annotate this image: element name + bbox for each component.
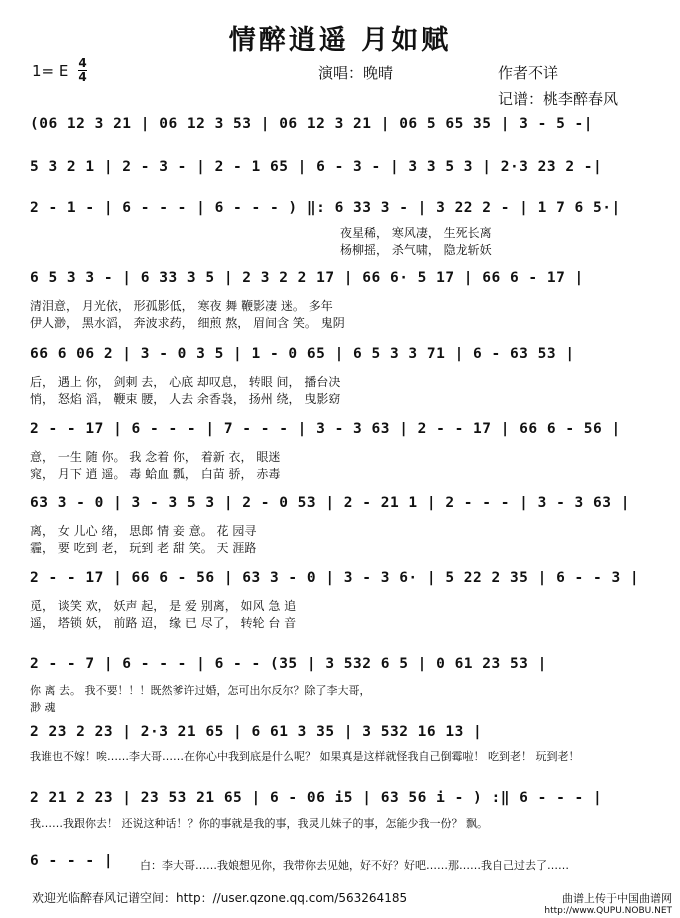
score-line-1: (06 12 3 21 | 06 12 3 53 | 06 12 3 21 | 06 5 65 35 | 3 - 5 -| bbox=[30, 116, 594, 132]
lyrics-10-line-1: 我谁也不嫁！唉……李大哥……在你心中我到底是什么呢？ 如果真是这样就怪我自己倒霉啦！ 吃到老！ 玩到老！ bbox=[30, 750, 580, 763]
score-line-8: 2 - - 17 | 66 6 - 56 | 63 3 - 0 | 3 - 3 6· | 5 22 2 35 | 6 - - 3 | bbox=[30, 570, 640, 586]
lyrics-3-verse-1: 夜星稀， 寒风凄， 生死长离 bbox=[340, 226, 492, 240]
score-line-11: 2 21 2 23 | 23 53 21 65 | 6 - 06 i5 | 63 56 i - ) :‖ 6 - - - | bbox=[30, 790, 603, 806]
meter-bottom: 4 bbox=[78, 70, 87, 84]
lyrics-4-verse-2: 伊人渺， 黑水滔， 奔波求药， 细煎 熬， 眉间含 笑。 鬼阴 bbox=[30, 316, 345, 330]
score-line-4: 6 5 3 3 - | 6 33 3 5 | 2 3 2 2 17 | 66 6· 5 17 | 66 6 - 17 | bbox=[30, 270, 584, 286]
author-credit: 作者不详 bbox=[498, 64, 559, 82]
score-line-3: 2 - 1 - | 6 - - - | 6 - - - ) ‖: 6 33 3 - | 3 22 2 - | 1 7 6 5·| bbox=[30, 200, 621, 216]
meter-top: 4 bbox=[78, 56, 87, 70]
site-watermark bbox=[544, 893, 672, 917]
lyrics-3-verse-2: 杨柳摇， 杀气啸， 隐龙斩妖 bbox=[340, 243, 492, 257]
lyrics-7-verse-2: 霾， 要 吃到 老， 玩到 老 甜 笑。 天 涯路 bbox=[30, 541, 257, 555]
score-line-2: 5 3 2 1 | 2 - 3 - | 2 - 1 65 | 6 - 3 - | 3 3 5 3 | 2·3 23 2 -| bbox=[30, 159, 603, 175]
score-line-7: 63 3 - 0 | 3 - 3 5 3 | 2 - 0 53 | 2 - 21 1 | 2 - - - | 3 - 3 63 | bbox=[30, 495, 630, 511]
lyrics-11-line-1: 我……我跟你去！ 还说这种话！？你的事就是我的事，我灵儿妹子的事，怎能少我一份？ 飘。 bbox=[30, 817, 488, 830]
lyrics-7-verse-1: 离， 女 儿心 绪， 思郎 情 妾 意。 花 园寻 bbox=[30, 524, 257, 538]
score-line-6: 2 - - 17 | 6 - - - | 7 - - - | 3 - 3 63 | 2 - - 17 | 66 6 - 56 | bbox=[30, 421, 621, 437]
spoken-dialogue: 白：李大哥……我娘想见你，我带你去见她，好不好？好吧……那……我自己过去了…… bbox=[140, 859, 569, 872]
transcriber-credit: 记谱：桃李醉春风 bbox=[498, 90, 619, 108]
lyrics-8-verse-2: 遥， 塔锁 妖， 前路 迢， 缘 已 尽了， 转轮 台 音 bbox=[30, 616, 297, 630]
lyrics-4-verse-1: 清泪意， 月光依， 形孤影低， 寒夜 舞 鞭影凄 迷。 多年 bbox=[30, 299, 333, 313]
watermark-line-2: http://www.QUPU.NOBU.NET bbox=[544, 906, 672, 916]
lyrics-5-verse-1: 后， 遇上 你， 剑刺 去， 心底 却叹息， 转眼 间， 播台决 bbox=[30, 375, 341, 389]
footer-credit: 欢迎光临醉春风记谱空间：http：//user.qzone.qq.com/563264185 bbox=[32, 891, 408, 905]
time-signature bbox=[78, 58, 87, 83]
lyrics-8-verse-1: 觅， 谈笑 欢， 妖声 起， 是 爱 别离， 如风 急 追 bbox=[30, 599, 297, 613]
lyrics-5-verse-2: 悄， 怒焰 滔， 鞭束 腰， 人去 余香袅， 扬州 绕， 曳影窈 bbox=[30, 392, 341, 406]
singer-credit: 演唱：晚晴 bbox=[318, 64, 394, 82]
lyrics-9-line-1: 你 离 去。 我不要！！！既然爹许过婚，怎可出尔反尔？除了李大哥， bbox=[30, 684, 371, 697]
score-line-9: 2 - - 7 | 6 - - - | 6 - - (35 | 3 532 6 5 | 0 61 23 53 | bbox=[30, 656, 547, 672]
lyrics-6-verse-2: 窕， 月下 逍 遥。 毒 蛤血 瓢， 白苗 骄， 赤毒 bbox=[30, 467, 281, 481]
key-signature: 1= E bbox=[32, 62, 69, 80]
watermark-line-1: 曲谱上传于中国曲谱网 bbox=[562, 892, 672, 905]
score-line-12: 6 - - - | bbox=[30, 853, 114, 869]
lyrics-6-verse-1: 意， 一生 随 你。 我 念着 你， 着新 衣， 眼迷 bbox=[30, 450, 281, 464]
lyrics-9-line-2: 渺 魂 bbox=[30, 701, 56, 714]
score-line-10: 2 23 2 23 | 2·3 21 65 | 6 61 3 35 | 3 532 16 13 | bbox=[30, 724, 483, 740]
song-title: 情醉逍遥 月如赋 bbox=[228, 25, 452, 56]
score-line-5: 66 6 06 2 | 3 - 0 3 5 | 1 - 0 65 | 6 5 3 3 71 | 6 - 63 53 | bbox=[30, 346, 575, 362]
